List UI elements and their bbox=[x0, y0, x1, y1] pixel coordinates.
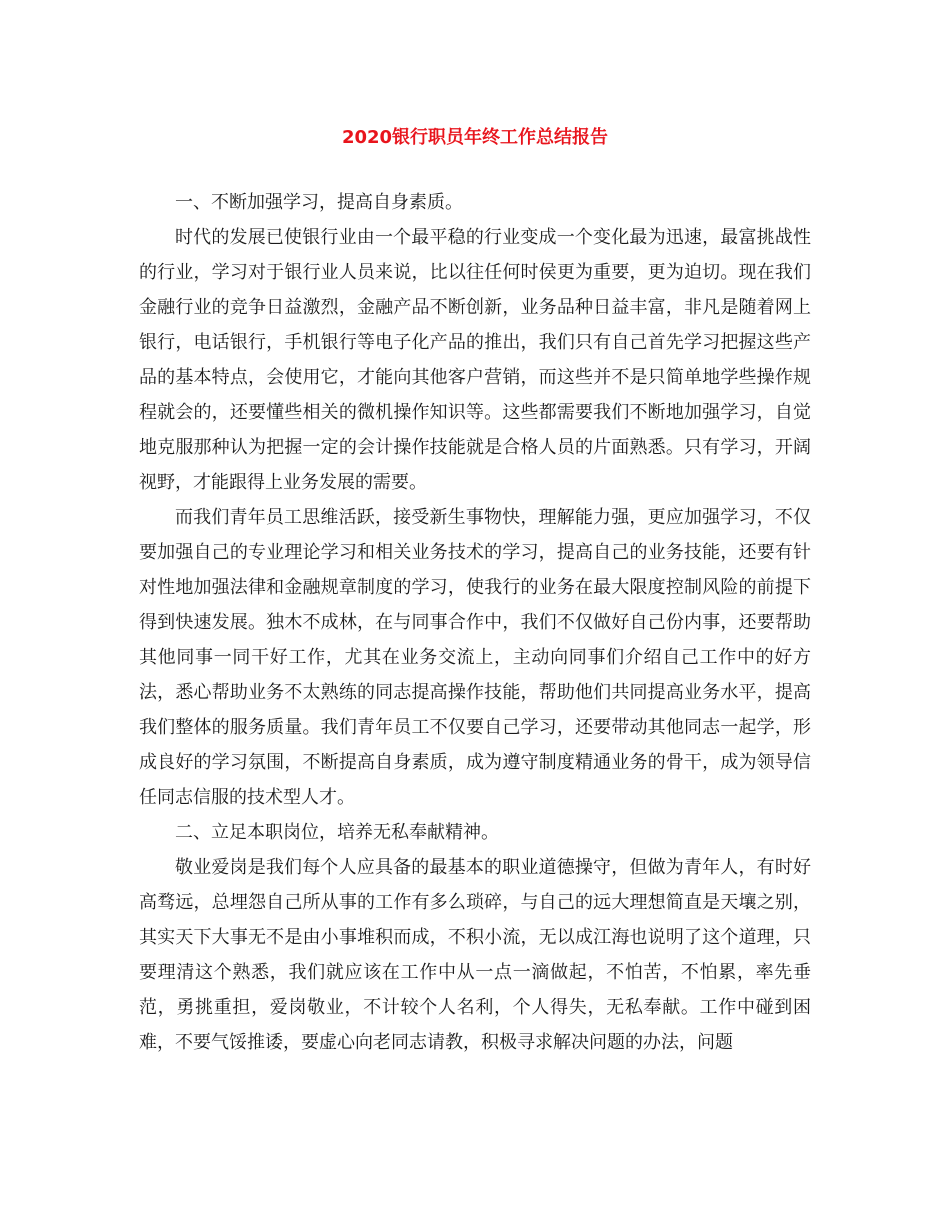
document-title: 2020银行职员年终工作总结报告 bbox=[341, 127, 609, 148]
body-paragraph: 而我们青年员工思维活跃，接受新生事物快，理解能力强，更应加强学习，不仅要加强自己的专业理论学习和相关业务技术的学习，提高自己的业务技能，还要有针对性地加强法律和金融规章制度的学习，使我行的业务在最大限度控制风险的前提下得到快速发展。独木不成林，在与同事合作中，我们不仅做好自己份内事，还要帮助其他同事一同干好工作，尤其在业务交流上，主动向同事们介绍自己工作中的好方法，悉心帮助业务不太熟练的同志提高操作技能，帮助他们共同提高业务水平，提高我们整体的服务质量。我们青年员工不仅要自己学习，还要带动其他同志一起学，形成良好的学习氛围，不断提高自身素质，成为遵守制度精通业务的骨干，成为领导信任同志信服的技术型人才。 bbox=[139, 507, 811, 808]
document-body bbox=[139, 185, 811, 1060]
section-heading-1: 一、不断加强学习，提高自身素质。 bbox=[175, 192, 463, 213]
section-heading-2: 二、立足本职岗位，培养无私奉献精神。 bbox=[175, 822, 499, 843]
body-paragraph: 敬业爱岗是我们每个人应具备的最基本的职业道德操守，但做为青年人，有时好高骛远，总埋怨自己所从事的工作有多么琐碎，与自己的远大理想简直是天壤之别，其实天下大事无不是由小事堆积而成，不积小流，无以成江海也说明了这个道理，只要理清这个熟悉，我们就应该在工作中从一点一滴做起，不怕苦，不怕累，率先垂范，勇挑重担，爱岗敬业，不计较个人名利，个人得失，无私奉献。工作中碰到困难，不要气馁推诿，要虚心向老同志请教，积极寻求解决问题的办法，问题 bbox=[139, 857, 811, 1053]
body-paragraph: 时代的发展已使银行业由一个最平稳的行业变成一个变化最为迅速，最富挑战性的行业，学习对于银行业人员来说，比以往任何时侯更为重要，更为迫切。现在我们金融行业的竞争日益激烈，金融产品不断创新，业务品种日益丰富，非凡是随着网上银行，电话银行，手机银行等电子化产品的推出，我们只有自己首先学习把握这些产品的基本特点，会使用它，才能向其他客户营销，而这些并不是只简单地学些操作规程就会的，还要懂些相关的微机操作知识等。这些都需要我们不断地加强学习，自觉地克服那种认为把握一定的会计操作技能就是合格人员的片面熟悉。只有学习，开阔视野，才能跟得上业务发展的需要。 bbox=[139, 227, 811, 493]
